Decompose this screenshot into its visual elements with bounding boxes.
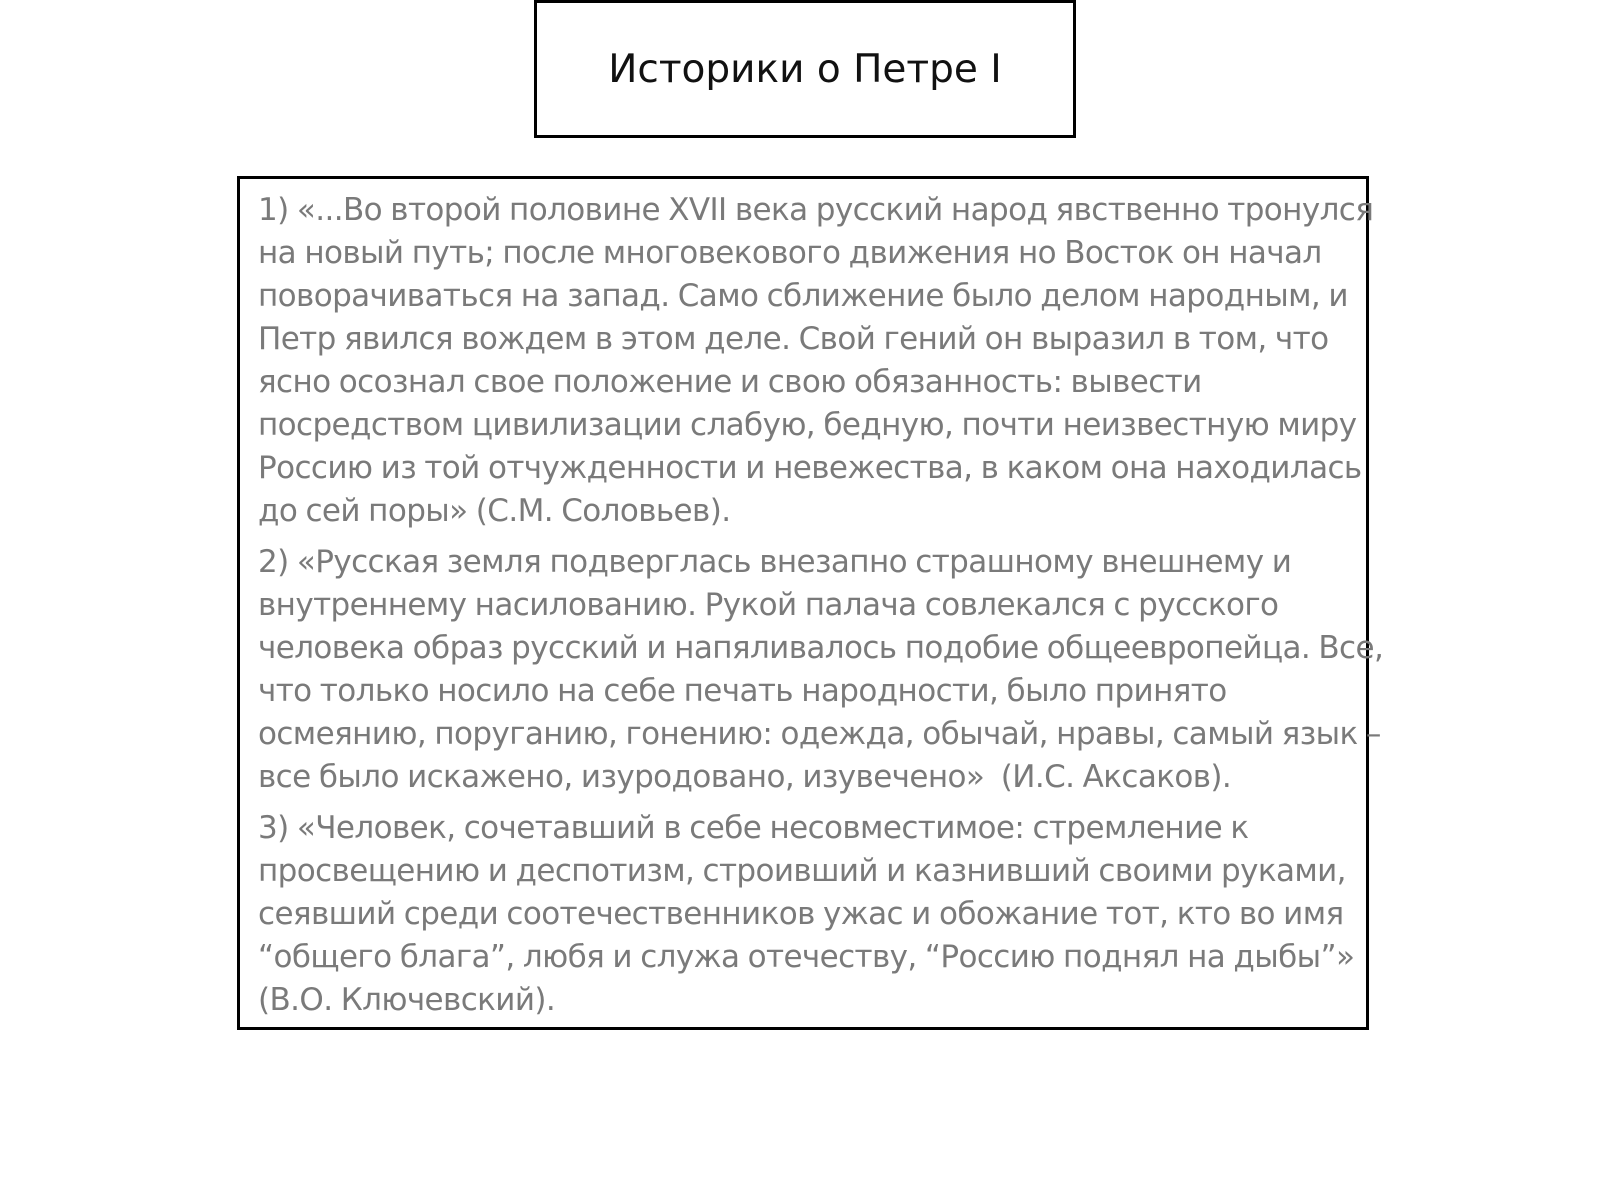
- title-box: [534, 0, 1076, 138]
- quote-soloviev: [258, 189, 1374, 533]
- quote-aksakov: [258, 541, 1384, 799]
- quote-line: 2) «Русская земля подверглась внезапно страшному внешнему и: [258, 544, 1292, 580]
- quote-line: поворачиваться на запад. Само сближение было делом народным, и: [258, 278, 1348, 314]
- quote-line: 3) «Человек, сочетавший в себе несовместимое: стремление к: [258, 810, 1249, 846]
- quote-line: что только носило на себе печать народности, было принято: [258, 673, 1227, 709]
- quotes-box: [237, 176, 1384, 1030]
- quote-line: сеявший среди соотечественников ужас и обожание тот, кто во имя: [258, 896, 1344, 932]
- slide-title: Историки о Петре I: [608, 46, 1002, 92]
- quote-line: внутреннему насилованию. Рукой палача совлекался с русского: [258, 587, 1279, 623]
- quote-line: ясно осознал свое положение и свою обязанность: вывести: [258, 364, 1202, 400]
- quote-line: посредством цивилизации слабую, бедную, почти неизвестную миру: [258, 407, 1357, 443]
- quote-line: Россию из той отчужденности и невежества, в каком она находилась: [258, 450, 1362, 486]
- quote-line: на новый путь; после многовекового движения но Восток он начал: [258, 235, 1322, 271]
- quote-line: (В.О. Ключевский).: [258, 982, 556, 1018]
- quote-line: человека образ русский и напяливалось подобие общеевропейца. Все,: [258, 630, 1384, 666]
- quote-line: все было искажено, изуродовано, изувечено» (И.С. Аксаков).: [258, 759, 1232, 795]
- quote-line: Петр явился вождем в этом деле. Свой гений он выразил в том, что: [258, 321, 1329, 357]
- quote-klyuchevsky: [258, 807, 1355, 1022]
- quote-line: осмеянию, поруганию, гонению: одежда, обычай, нравы, самый язык –: [258, 716, 1381, 752]
- quote-line: до сей поры» (С.М. Соловьев).: [258, 493, 731, 529]
- quote-line: 1) «...Во второй половине XVII века русский народ явственно тронулся: [258, 192, 1374, 228]
- quote-line: просвещению и деспотизм, строивший и казнивший своими руками,: [258, 853, 1346, 889]
- quote-line: “общего блага”, любя и служа отечеству, “Россию поднял на дыбы”»: [258, 939, 1355, 975]
